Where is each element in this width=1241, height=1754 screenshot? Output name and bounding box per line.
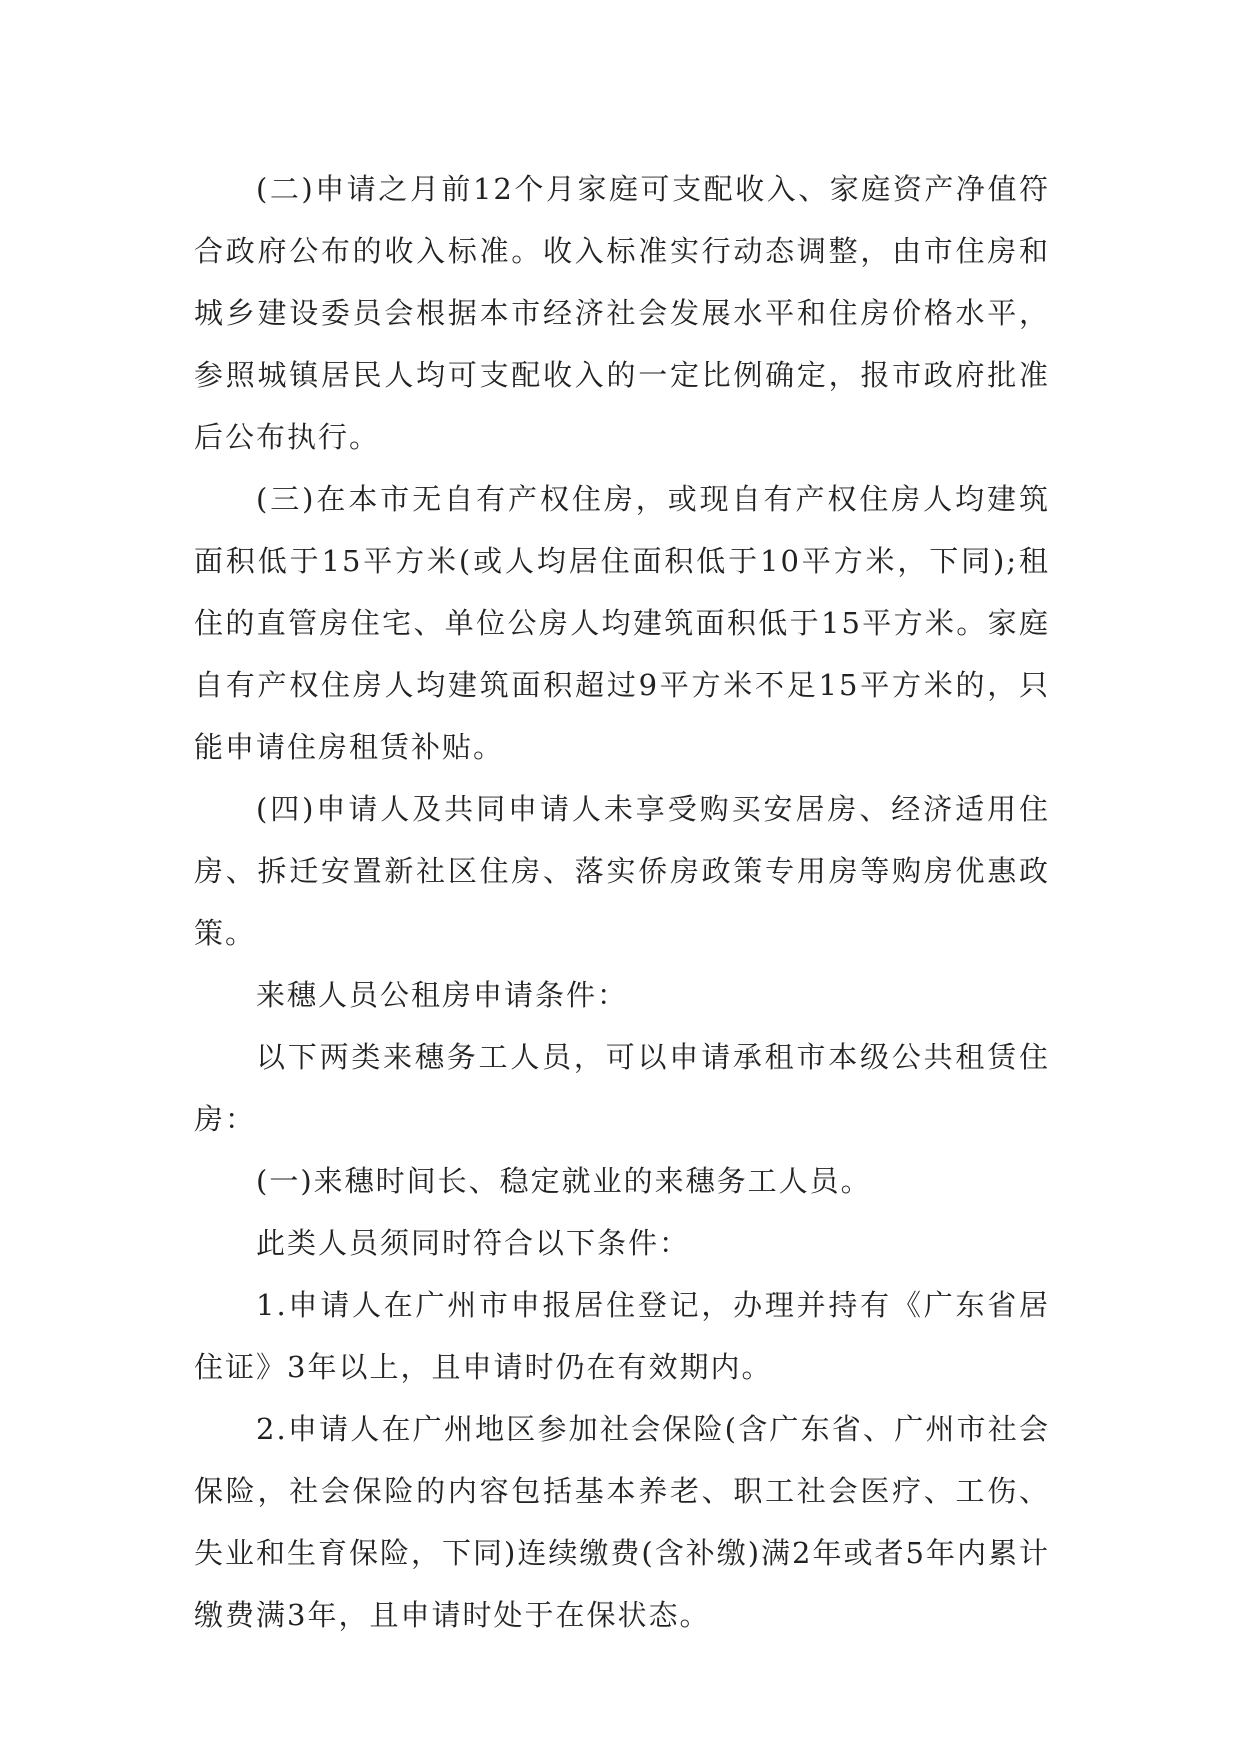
paragraph-no-preferential-policy: (四)申请人及共同申请人未享受购买安居房、经济适用住房、拆迁安置新社区住房、落实侨房政策专用房等购房优惠政策。 [194, 792, 1050, 950]
document-body [194, 158, 1050, 1646]
paragraph-category-one: (一)来穗时间长、稳定就业的来穗务工人员。 [256, 1164, 872, 1198]
list-item-residence-permit: 1.申请人在广州市申报居住登记，办理并持有《广东省居住证》3年以上，且申请时仍在有效期内。 [194, 1288, 1050, 1384]
list-item-social-insurance: 2.申请人在广州地区参加社会保险(含广东省、广州市社会保险，社会保险的内容包括基本养老、职工社会医疗、工伤、失业和生育保险，下同)连续缴费(含补缴)满2年或者5年内累计缴费满3年，且申请时处于在保状态。 [194, 1412, 1050, 1632]
paragraph-income-condition: (二)申请之月前12个月家庭可支配收入、家庭资产净值符合政府公布的收入标准。收入标准实行动态调整，由市住房和城乡建设委员会根据本市经济社会发展水平和住房价格水平，参照城镇居民人均可支配收入的一定比例确定，报市政府批准后公布执行。 [194, 172, 1050, 454]
paragraph-two-categories: 以下两类来穗务工人员，可以申请承租市本级公共租赁住房： [194, 1040, 1050, 1136]
paragraph-conditions-intro: 此类人员须同时符合以下条件： [256, 1226, 691, 1260]
paragraph-housing-area-condition: (三)在本市无自有产权住房，或现自有产权住房人均建筑面积低于15平方米(或人均居住面积低于10平方米，下同);租住的直管房住宅、单位公房人均建筑面积低于15平方米。家庭自有产权住房人均建筑面积超过9平方米不足15平方米的，只能申请住房租赁补贴。 [194, 482, 1050, 764]
section-heading-migrant-conditions: 来穗人员公租房申请条件： [256, 978, 629, 1012]
